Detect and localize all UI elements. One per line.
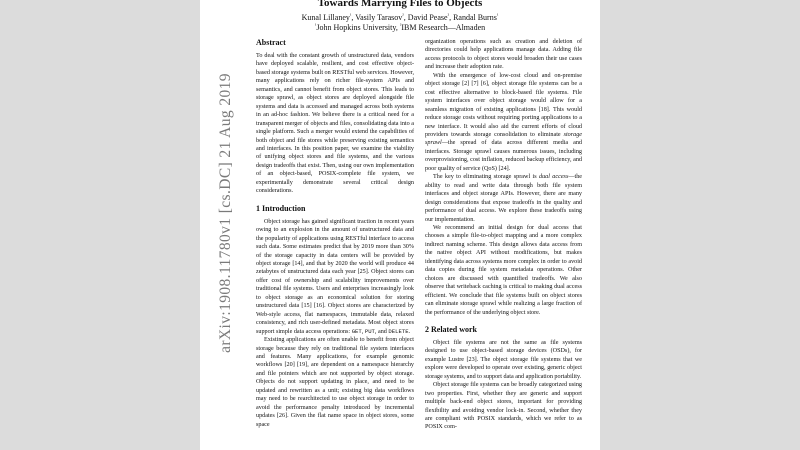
op-delete: DELETE [388,327,409,335]
abstract-text: To deal with the constant growth of unstructured data, vendors have deployed scalable, resilient, and cost effective object-based storage systems built on RESTful web services. However, many applications rely on richer file-system APIs and semantics, and cannot benefit from object stores. This leads to storage sprawl, as object stores are deployed alongside file systems and data is accessed and managed across both systems in an ad-hoc fashion. We believe there is a critical need for a transparent merger of objects and files, consolidating data into a single platform. Such a merger would extend the capabilities of both object and file stores while preserving existing semantics and interfaces. In this position paper, we examine the viability of unifying object stores and file systems, and the various design tradeoffs that exist. Then, using our own implementation of an object-based, POSIX-complete file system, we experimentally demonstrate several critical design considerations. [256,53,415,195]
related-paragraph-2: Object storage file systems can be broadly categorized using two properties. First, whether they are generic and support multiple back-end object stores, important for providing flexibility and avoiding vendor lock-in. Second, whether they are compliant with POSIX standards, which we refer to as POSIX com- [425,382,582,431]
op-put: PUT [364,327,375,335]
author-block [200,13,600,33]
op-get: GET [351,327,362,335]
intro-paragraph-4: With the emergence of low-cost cloud and on-premise object storage [2] [7] [6], object storage file systems can be a cost effective alternative to block-based file systems. File system interfaces over object storage would allow for a seamless migration of existing applications [18]. This would reduce storage costs without requiring porting applications to a new interface. It would also aid the current efforts of cloud providers towards storage consolidation to eliminate storage sprawl—the spread of data across different media and interfaces. Storage sprawl causes numerous issues, including overprovisioning, cost inflation, reduced backup efficiency, and poor quality of service (QoS) [24]. [425,72,582,172]
intro-heading: 1 Introduction [256,203,306,213]
intro-paragraph-3: organization operations such as creation and deletion of directories could help applications manage data. Adding file access protocols to object stores would broaden their use cases and increase their adoption rate. [425,39,582,71]
emphasis-storage-sprawl: storage sprawl [425,131,582,147]
emphasis-dual-access: dual access [539,174,569,181]
related-work-heading: 2 Related work [425,324,477,334]
intro-paragraph-6: We recommend an initial design for dual access that chooses a simple file-to-object mapping and a more complex indirect naming scheme. This design allows data access from the native object API without modifications, but makes identifying data across systems more complex in order to avoid data copies during file system metadata operations. Other choices are discussed with quantified tradeoffs. We also observe that writeback caching is critical to making dual access efficient. We conclude that file systems built on object stores can eliminate storage sprawl while realizing a large fraction of the performance of the underlying object store. [425,224,582,316]
arxiv-side-stamp [215,58,237,368]
author-affiliations: $^{^1}$John Hopkins University, $^{^2}$IBM Research—Almaden [314,23,486,32]
intro-paragraph-5: The key to eliminating storage sprawl is dual access—the ability to read and write data through both file system interfaces and object storage APIs. However, there are many design considerations that expose tradeoffs in the quality and performance of dual access. We explore these tradeoffs using our implementation. [425,174,582,223]
abstract-heading: Abstract [256,38,286,47]
right-column [425,38,582,432]
related-paragraph-1: Object file systems are not the same as file systems designed to use object-based storage devices (OSDs), for example Lustre [23]. The object storage file systems that we explore were developed to operate over existing, generic object storage systems, and to support data and application portability. [425,339,582,380]
paper-title: Towards Marrying Files to Objects [317,0,483,9]
intro-paragraph-1: Object storage has gained significant traction in recent years owing to an explosion in the amount of unstructured data and the popularity of applications using RESTful interface to access such data. Some estimates predict that by 2019 more than 30% of the storage capacity in data centers will be provided by object storage [14], and that by 2020 the world will produce 44 zetabytes of unstructured data each year [25]. Object stores can offer cost of ownership and scalability improvements over traditional file systems. Users and enterprises increasingly look to object storage as an economical solution for storing unstructured data [15] [16]. Object stores are characterized by Web-style access, flat namespaces, immutable data, relaxed consistency, and rich user-defined metadata. Most object stores support simple data access operations: GET, PUT, and DELETE. [256,218,414,335]
author-names: Kunal Lillaney$^{^1}$, Vasily Tarasov$^{^2}$, David Pease$^{^2}$, Randal Burns$^{^1}$ [301,13,499,22]
left-column [256,38,414,429]
intro-paragraph-2: Existing applications are often unable to benefit from object storage because they rely on traditional file system interfaces and features. Many applications, for example genomic workflows [20] [19], are dependent on a namespace hierarchy and file pointers which are not supported by object storage. Objects do not support updating in place, and need to be updated and rewritten as a unit; existing big data workflows may need to be rearchitected to use object storage in order to avoid the performance penalty introduced by incremental updates [26]. Given the flat name space in object stores, some space [256,337,414,428]
arxiv-identifier: arXiv:1908.11780v1 [cs.DC] 21 Aug 2019 [217,73,234,353]
